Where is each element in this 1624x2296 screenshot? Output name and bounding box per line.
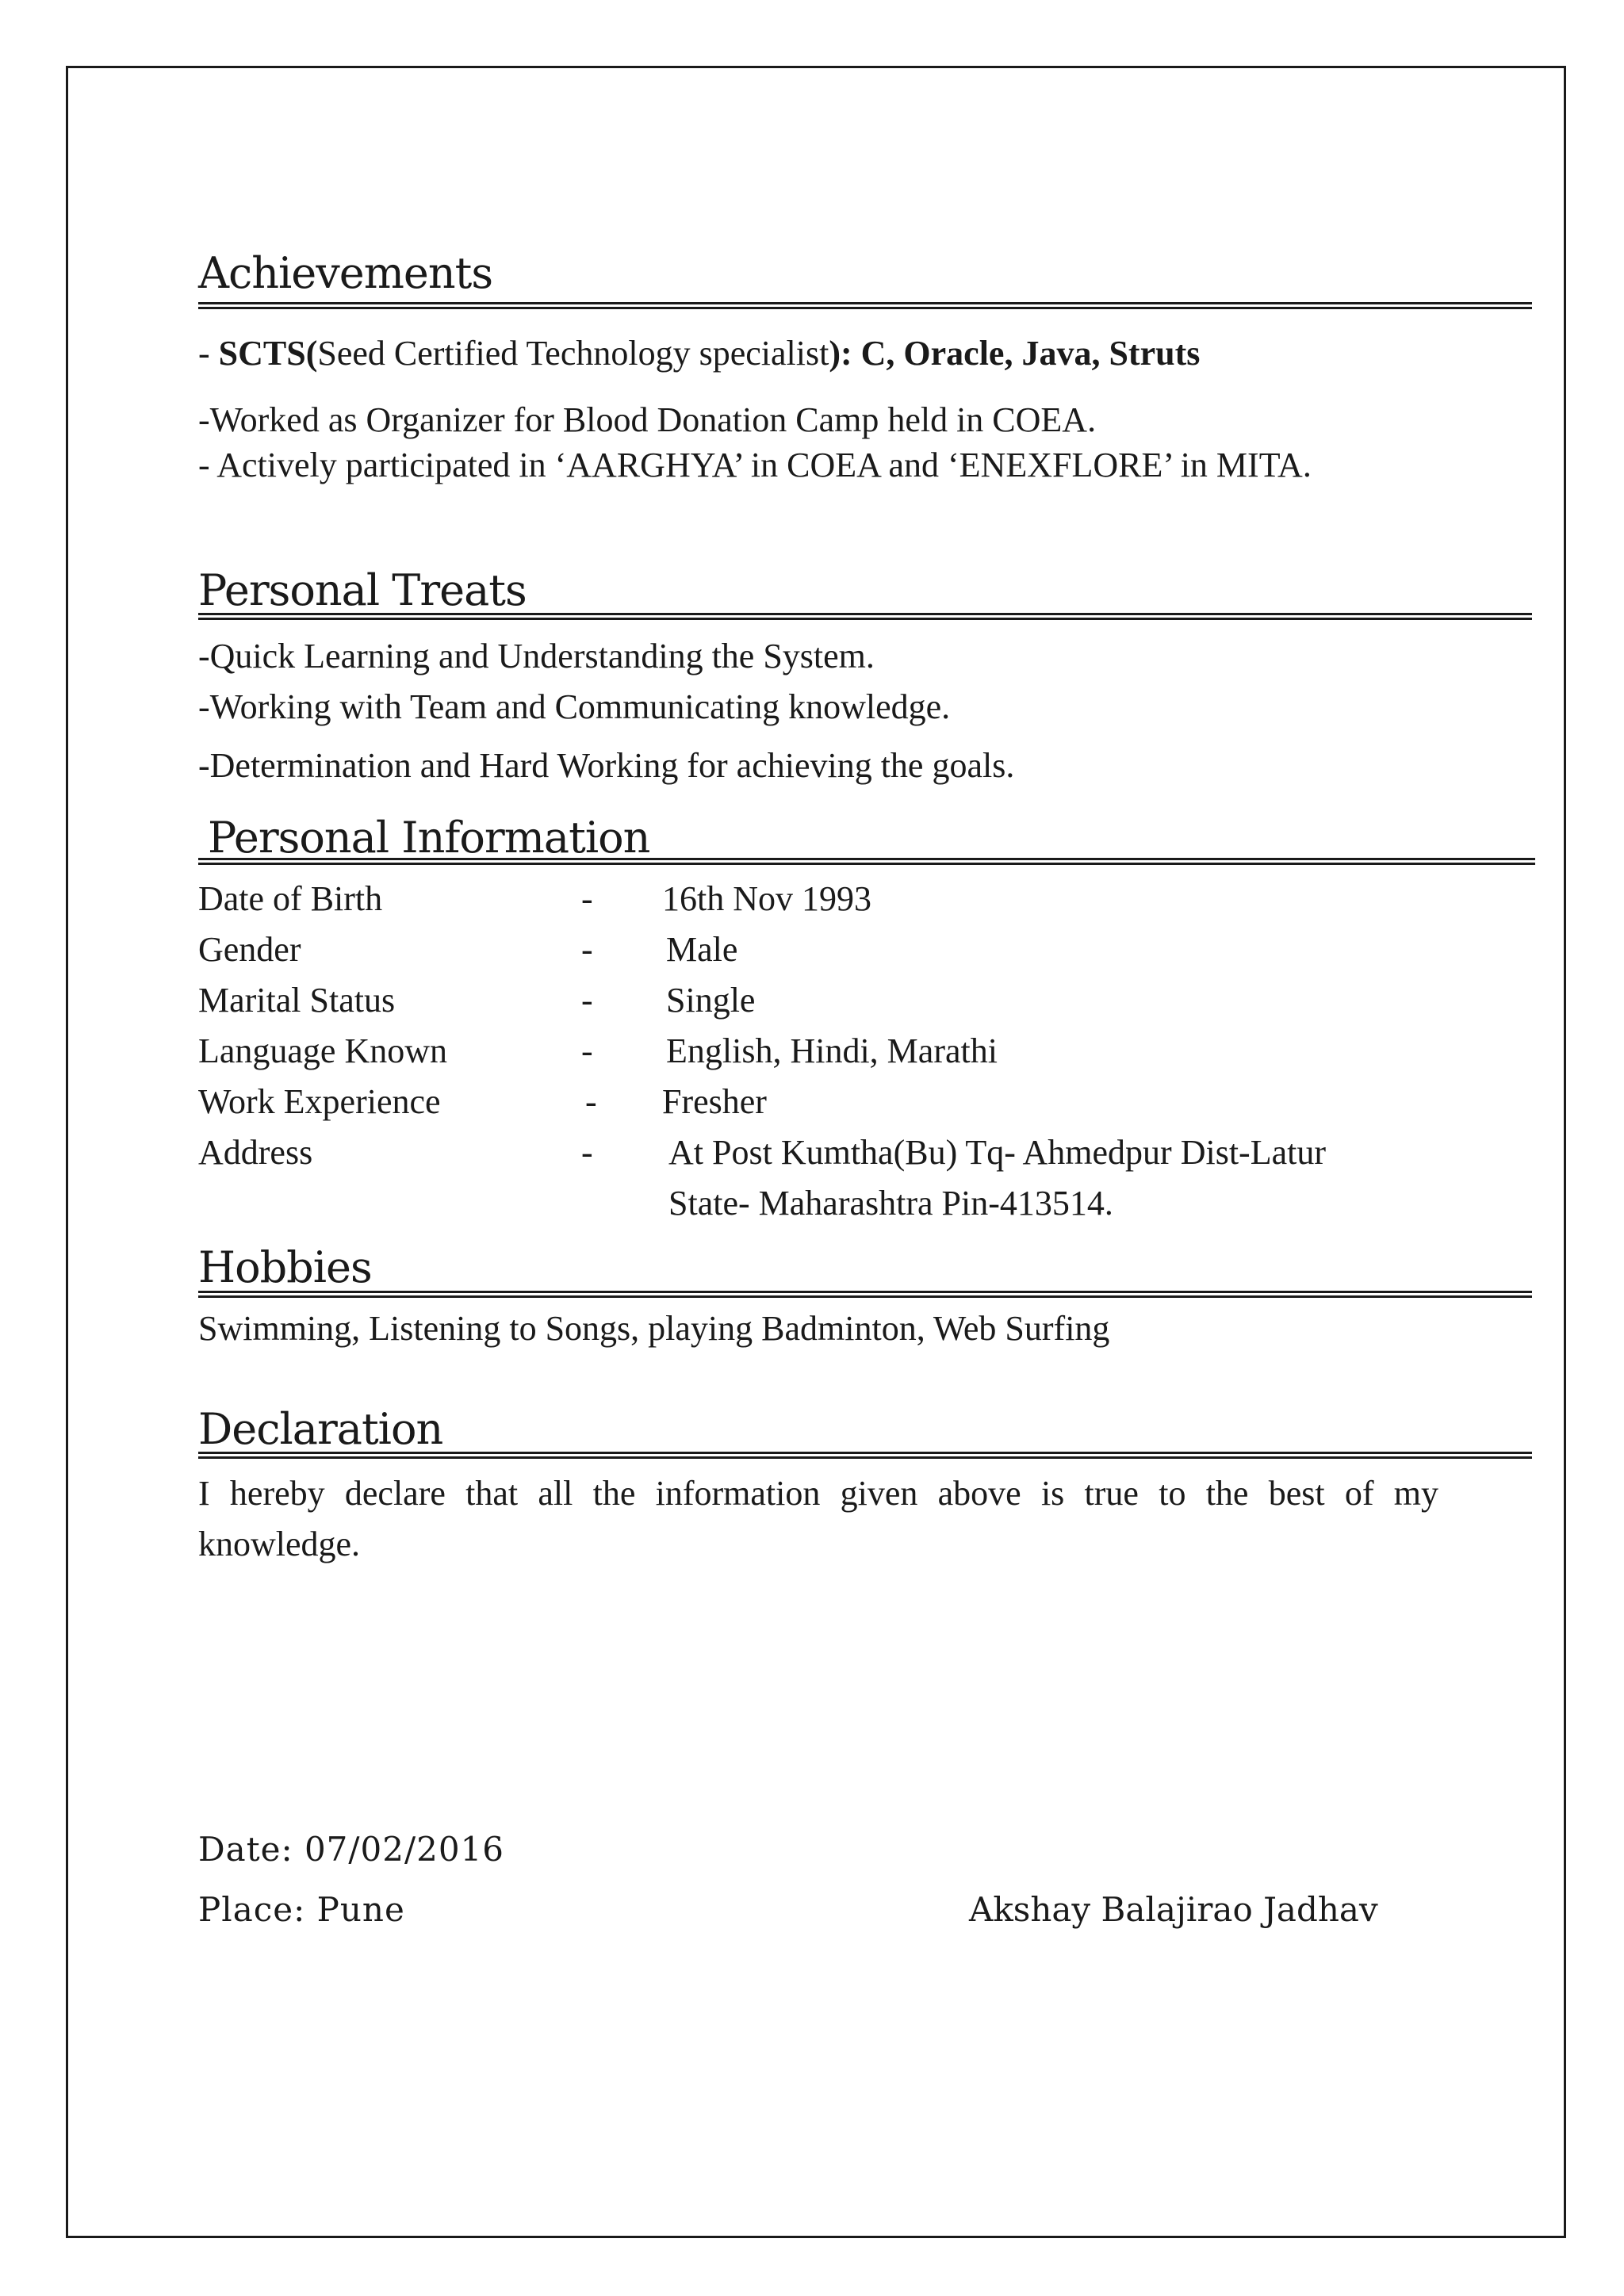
info-label: Language Known [198,1031,448,1070]
info-heading: Personal Information [208,813,650,863]
scts-skills: ): C, Oracle, Java, Struts [829,334,1201,373]
treats-heading: Personal Treats [198,565,527,615]
info-separator: - [581,930,593,969]
achievements-heading: Achievements [198,248,493,298]
info-value: At Post Kumtha(Bu) Tq- Ahmedpur Dist-Latur [668,1133,1326,1172]
scts-name: Seed Certified Technology specialist [317,334,829,373]
achievement-item: - Actively participated in ‘AARGHYA’ in COEA and ‘ENEXFLORE’ in MITA. [198,446,1312,484]
info-label: Marital Status [198,981,396,1020]
achievement-item: -Worked as Organizer for Blood Donation Camp held in COEA. [198,400,1097,439]
info-label: Work Experience [198,1082,441,1121]
date-line: Date: 07/02/2016 [198,1830,505,1869]
info-label: Date of Birth [198,879,383,918]
info-value: Fresher [662,1082,767,1121]
info-separator: - [581,1031,593,1070]
declaration-heading: Declaration [198,1404,443,1454]
achievements-rule [198,302,1532,309]
scts-item [198,336,1200,371]
info-value: English, Hindi, Marathi [666,1031,998,1070]
scts-code: SCTS( [218,334,318,373]
info-value: Single [666,981,756,1020]
place-line: Place: Pune [198,1890,405,1929]
hobbies-text: Swimming, Listening to Songs, playing Badminton, Web Surfing [198,1309,1110,1348]
info-separator: - [581,981,593,1020]
info-rule [198,858,1535,865]
hobbies-heading: Hobbies [198,1242,372,1292]
info-value: 16th Nov 1993 [662,879,871,918]
signature-name: Akshay Balajirao Jadhav [969,1890,1378,1929]
treat-item: -Quick Learning and Understanding the System. [198,637,875,675]
scts-prefix: - [198,334,219,373]
info-separator: - [581,1133,593,1172]
info-label: Gender [198,930,301,969]
treats-rule [198,613,1532,620]
hobbies-rule [198,1291,1532,1298]
info-value: Male [666,930,738,969]
declaration-rule [198,1452,1532,1459]
treat-item: -Working with Team and Communicating knowledge. [198,687,951,726]
declaration-text: I hereby declare that all the information given above is true to the best of my knowledge. [198,1474,1438,1563]
treat-item: -Determination and Hard Working for achieving the goals. [198,746,1015,785]
address-line-2: State- Maharashtra Pin-413514. [668,1184,1113,1223]
info-separator: - [581,879,593,918]
info-separator: - [585,1082,597,1121]
info-label: Address [198,1133,313,1172]
